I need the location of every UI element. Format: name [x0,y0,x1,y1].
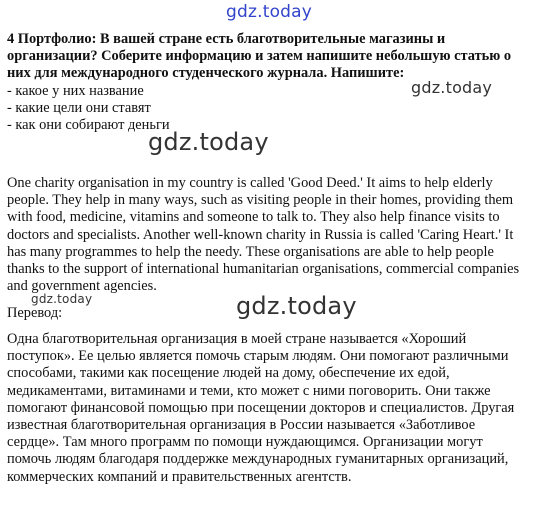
watermark-top: gdz.today [226,2,313,22]
english-article: One charity organisation in my country is called 'Good Deed.' It aims to help elderly people. They help in many ways, such as visiting people in their homes, providing them with food, medicine, vitamins and someone to talk to. They also help finance visits to doctors and specialists. Another well-known charity in Russia is called 'Caring Heart.' It has many programmes to help the needy. These organisations are able to help people thanks to the support of international humanitarian organisations, commercial companies and government agencies. [7,175,520,295]
task-heading: 4 Портфолио: В вашей стране есть благотворительные магазины и организации? Соберите информацию и затем напишите небольшую статью о них для международного студенческого журнала. Напишите: [7,31,512,82]
watermark-small: gdz.today [31,292,93,306]
task-bullet-name: - какое у них название [7,83,144,99]
task-bullet-goals: - какие цели они ставят [7,100,151,117]
task-bullet-list [7,83,427,135]
watermark-right: gdz.today [411,78,493,97]
russian-translation: Одна благотворительная организация в моей стране называется «Хороший поступок». Ее целью является помочь старым людям. Они помогают различными способами, такими как посещение людей на дому, обеспечение их едой, медикаментами, витаминами и теми, кто может с ними поговорить. Они также помогают финансовой помощью при посещении докторов и специалистов. Другая известная благотворительная организация в России называется «Заботливое сердце». Там много программ по помощи нуждающимся. Организации могут помочь людям благодаря поддержке международных гуманитарных организаций, коммерческих компаний и правительственных агентств. [7,331,515,485]
task-bullet-fundraising: - как они собирают деньги [7,117,170,134]
watermark-center: gdz.today [236,292,357,320]
translation-label: Перевод: [7,305,63,321]
watermark-middle: gdz.today [148,128,269,156]
